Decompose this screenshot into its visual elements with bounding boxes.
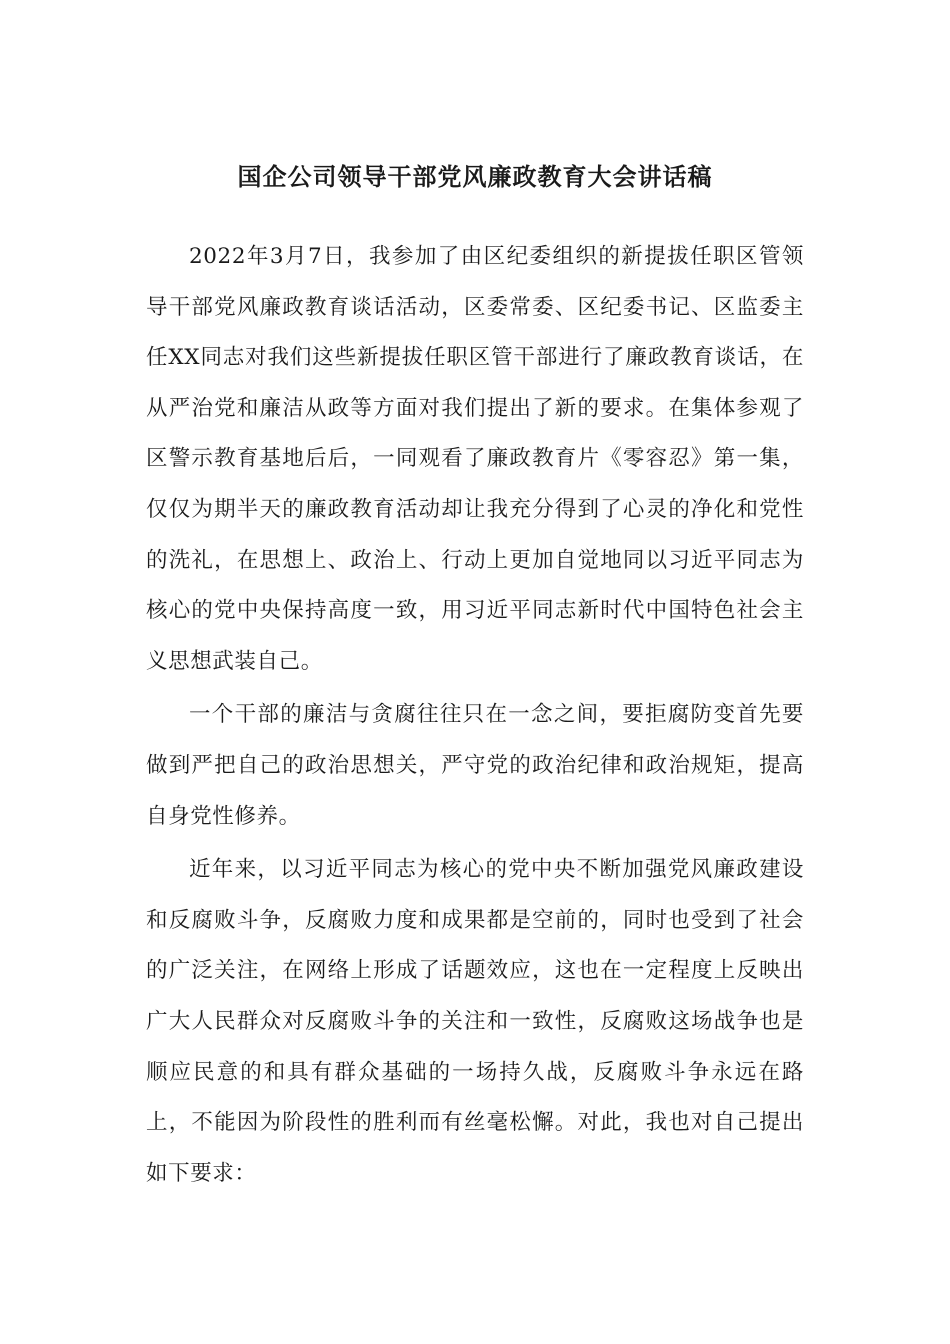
document-body <box>146 232 804 1202</box>
document-title: 国企公司领导干部党风廉政教育大会讲话稿 <box>237 163 713 191</box>
paragraph-2: 一个干部的廉洁与贪腐往往只在一念之间，要拒腐防变首先要做到严把自己的政治思想关，严守党的政治纪律和政治规矩，提高自身党性修养。 <box>146 702 804 829</box>
paragraph-1: 2022年3月7日，我参加了由区纪委组织的新提拔任职区管领导干部党风廉政教育谈话活动，区委常委、区纪委书记、区监委主任XX同志对我们这些新提拔任职区管干部进行了廉政教育谈话，在从严治党和廉洁从政等方面对我们提出了新的要求。在集体参观了区警示教育基地后后，一同观看了廉政教育片《零容忍》第一集，仅仅为期半天的廉政教育活动却让我充分得到了心灵的净化和党性的洗礼，在思想上、政治上、行动上更加自觉地同以习近平同志为核心的党中央保持高度一致，用习近平同志新时代中国特色社会主义思想武装自己。 <box>146 244 804 674</box>
paragraph-3: 近年来，以习近平同志为核心的党中央不断加强党风廉政建设和反腐败斗争，反腐败力度和成果都是空前的，同时也受到了社会的广泛关注，在网络上形成了话题效应，这也在一定程度上反映出广大人民群众对反腐败斗争的关注和一致性，反腐败这场战争也是顺应民意的和具有群众基础的一场持久战，反腐败斗争永远在路上，不能因为阶段性的胜利而有丝毫松懈。对此，我也对自己提出如下要求： <box>146 857 804 1186</box>
